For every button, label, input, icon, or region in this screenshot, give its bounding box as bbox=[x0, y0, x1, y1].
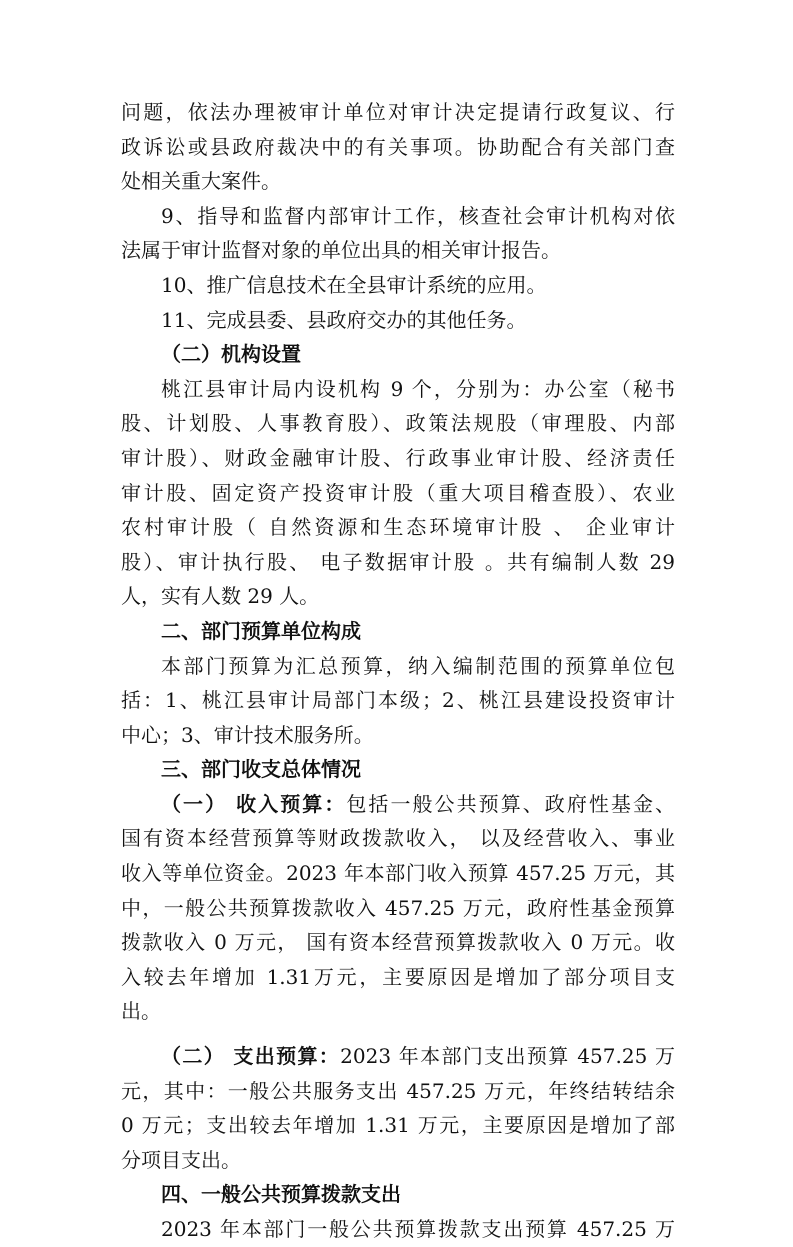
text-line: 处相关重大案件。 bbox=[121, 169, 281, 194]
text-line: 审计股）、财政金融审计股、行政事业审计股、经济责任 bbox=[121, 445, 675, 470]
text-line: 中，一般公共预算拨款收入 457.25 万元，政府性基金预算 bbox=[121, 895, 675, 920]
text-line: 10、推广信息技术在全县审计系统的应用。 bbox=[161, 272, 547, 297]
text-line: 桃江县审计局内设机构 9 个，分别为：办公室（秘书 bbox=[161, 376, 675, 401]
text-line bbox=[121, 1039, 675, 1074]
section-heading: 二、部门预算单位构成 bbox=[161, 618, 361, 643]
text-line: 分项目支出。 bbox=[121, 1147, 241, 1172]
text-line: 国有资本经营预算等财政拨款收入， 以及经营收入、事业 bbox=[121, 826, 675, 851]
text-line: 股）、审计执行股、 电子数据审计股 。共有编制人数 29 bbox=[121, 549, 675, 574]
text-line: 收入等单位资金。2023 年本部门收入预算 457.25 万元，其 bbox=[121, 861, 675, 886]
text-line: 9、指导和监督内部审计工作，核查社会审计机构对依 bbox=[161, 203, 675, 228]
text-line: 中心；3、审计技术服务所。 bbox=[121, 722, 374, 747]
text-line: 问题，依法办理被审计单位对审计决定提请行政复议、行 bbox=[121, 100, 675, 124]
text-line: 股、计划股、人事教育股）、政策法规股（审理股、内部 bbox=[121, 411, 675, 436]
text-line: 审计股、固定资产投资审计股（重大项目稽查股）、农业 bbox=[121, 480, 675, 505]
text-line: 括：1、桃江县审计局部门本级；2、桃江县建设投资审计 bbox=[121, 688, 675, 713]
text-line: 农村审计股（ 自然资源和生态环境审计股 、 企业审计 bbox=[121, 515, 675, 540]
text-line: 0 万元；支出较去年增加 1.31 万元，主要原因是增加了部 bbox=[121, 1113, 675, 1138]
section-heading: 三、部门收支总体情况 bbox=[161, 757, 361, 782]
text-line: 元，其中：一般公共服务支出 457.25 万元，年终结转结余 bbox=[121, 1078, 675, 1103]
text-line bbox=[121, 787, 675, 822]
inline-text: 2023 年本部门支出预算 457.25 万 bbox=[340, 1044, 675, 1069]
text-line: 2023 年本部门一般公共预算拨款支出预算 457.25 万 bbox=[161, 1217, 675, 1241]
text-line: 人，实有人数 29 人。 bbox=[121, 584, 320, 609]
text-line: 11、完成县委、县政府交办的其他任务。 bbox=[161, 307, 527, 332]
text-line: 拨款收入 0 万元， 国有资本经营预算拨款收入 0 万元。收 bbox=[121, 930, 675, 955]
text-line: 本部门预算为汇总预算，纳入编制范围的预算单位包 bbox=[161, 653, 675, 678]
text-line: 出。 bbox=[121, 999, 161, 1024]
inline-text: 包括一般公共预算、政府性基金、 bbox=[346, 791, 675, 816]
section-heading: 四、一般公共预算拨款支出 bbox=[161, 1182, 401, 1207]
text-line: 法属于审计监督对象的单位出具的相关审计报告。 bbox=[121, 238, 561, 263]
inline-heading: （二） 支出预算： bbox=[161, 1044, 341, 1069]
inline-heading: （一） 收入预算： bbox=[161, 791, 347, 816]
text-line: 政诉讼或县政府裁决中的有关事项。协助配合有关部门查 bbox=[121, 134, 675, 159]
text-line: 入较去年增加 1.31万元，主要原因是增加了部分项目支 bbox=[121, 964, 675, 989]
section-heading: （二）机构设置 bbox=[161, 342, 301, 367]
